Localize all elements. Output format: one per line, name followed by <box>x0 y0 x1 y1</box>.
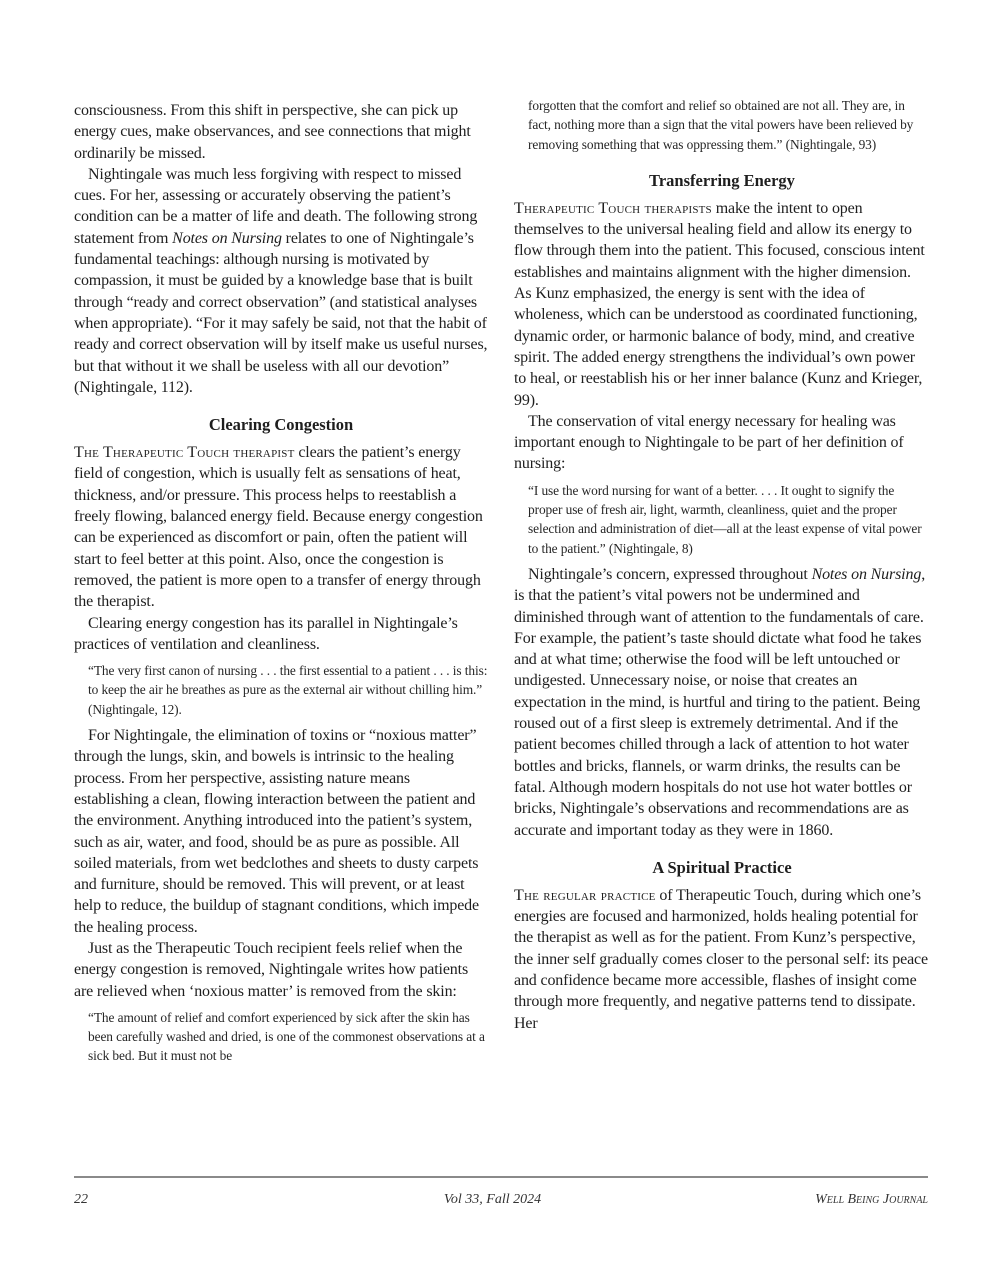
left-column <box>74 100 488 1072</box>
paragraph: For Nightingale, the elimination of toxins or “noxious matter” through the lungs, skin, and bowels is intrinsic to the healing process. From her perspective, assisting nature means establishing a clean, flowing interaction between the patient and the environment. Anything introduced into the patient’s system, such as air, water, and food, should be as pure as possible. All soiled materials, from wet bedclothes and sheets to dusty carpets and furniture, should be removed. This will prevent, or at least help to reduce, the buildup of stagnant conditions, which impede the healing process. <box>74 727 479 936</box>
text-run: Nightingale was much less forgiving with respect to missed cues. For her, assessing or accurately observing the patient’s condition can be a matter of life and death. The following strong statement from <box>74 165 478 247</box>
paragraph <box>514 885 930 1034</box>
section-heading: Clearing Congestion <box>208 415 354 435</box>
section-heading: A Spiritual Practice <box>652 857 792 877</box>
paragraph <box>74 442 488 612</box>
paragraph: The conservation of vital energy necessary for healing was important enough to Nightingale to be part of her definition of nursing: <box>514 412 904 473</box>
paragraph <box>514 198 930 411</box>
text-run: of Therapeutic Touch, during which one’s energies are focused and harmonized, holds healing potential for the therapist as well as for the patient. From Kunz’s perspective, the inner self gradually comes closer to the personal self: its peace and confidence became more accessible, flashes of insight come through more frequently, and negative patterns tend to dissipate. Her <box>514 886 928 1032</box>
lead-in-small-caps: Therapeutic Touch therapists <box>514 199 712 217</box>
paragraph <box>74 164 488 398</box>
book-title: Notes on Nursing <box>811 565 922 583</box>
journal-name: Well Being Journal <box>815 1192 928 1207</box>
block-quote: “The very first canon of nursing . . . the first essential to a patient . . . is this: to keep the air he breathes as pure as the external air without chilling him.” (Nightingale, 12). <box>88 663 488 717</box>
text-run: make the intent to open themselves to the universal healing field and allow its energy to flow through them into the patient. This focused, conscious intent establishes and maintains alignment with the higher dimension. As Kunz emphasized, the energy is sent with the idea of wholeness, which can be understood as coordinated functioning, dynamic order, or harmonic balance of body, mind, and creative spirit. The added energy strengthens the individual’s own power to heal, or reestablish his or her inner balance (Kunz and Krieger, 99). <box>514 199 925 409</box>
section-heading: Transferring Energy <box>649 170 795 190</box>
paragraph: consciousness. From this shift in perspective, she can pick up energy cues, make observances, and see connections that might ordinarily be missed. <box>74 102 471 162</box>
text-run: relates to one of Nightingale’s fundamental teachings: although nursing is motivated by compassion, it must be guided by a knowledge base that is built through “ready and correct observation” (and statistical analyses when appropriate). “For it may safely be said, not that the habit of ready and correct observation will by itself make us useful nurses, but that without it we shall be useless with all our devotion” (Nightingale, 112). <box>74 229 488 396</box>
paragraph <box>514 564 930 841</box>
paragraph: Clearing energy congestion has its parallel in Nightingale’s practices of ventilation and cleanliness. <box>74 614 458 653</box>
paragraph: Just as the Therapeutic Touch recipient feels relief when the energy congestion is removed, Nightingale writes how patients are relieved when ‘noxious matter’ is removed from the skin: <box>74 939 469 1000</box>
lead-in-small-caps: The regular practice <box>514 886 656 904</box>
block-quote-continued: forgotten that the comfort and relief so obtained are not all. They are, in fact, nothing more than a sign that the vital powers have been relieved by removing something that was oppressing them.” (Nightingale, 93) <box>528 98 914 152</box>
footer-rule <box>74 1176 928 1178</box>
block-quote: “The amount of relief and comfort experienced by sick after the skin has been carefully washed and dried, is one of the commonest observations at a sick bed. But it must not be <box>88 1009 485 1064</box>
lead-in-small-caps: The Therapeutic Touch therapist <box>74 444 295 462</box>
text-run: Nightingale’s concern, expressed throughout <box>528 565 812 583</box>
text-run: clears the patient’s energy field of congestion, which is usually felt as sensations of heat, thickness, and/or pressure. This process helps to reestablish a freely flowing, balanced energy field. Because energy congestion can be experienced as discomfort or pain, often the patient will start to feel better at this point. Also, once the congestion is removed, the patient is more open to a transfer of energy through the therapist. <box>74 444 483 611</box>
book-title: Notes on Nursing <box>172 229 282 247</box>
page-number: 22 <box>74 1192 88 1207</box>
text-run: , is that the patient’s vital powers not be undermined and diminished through want of attention to the fundamentals of care. For example, the patient’s taste should dictate what food he takes and at what time; otherwise the food will be left untouched or undigested. Unnecessary noise, or noise that creates an expectation in the mind, is hurtful and tiring to the patient. Being roused out of a first sleep is extremely detrimental. And if the patient becomes chilled through a lack of attention to hot water bottles and bricks, flannels, or warm drinks, the results can be fatal. Although modern hospitals do not use hot water bottles or bricks, Nightingale’s observations and recommendations are as accurate and important today as they were in 1860. <box>514 565 926 839</box>
block-quote: “I use the word nursing for want of a better. . . . It ought to signify the proper use of fresh air, light, warmth, cleanliness, quiet and the proper selection and administration of diet—all at the least expense of vital power to the patient.” (Nightingale, 8) <box>528 482 922 556</box>
issue-label: Vol 33, Fall 2024 <box>443 1192 542 1207</box>
right-column <box>514 96 930 1034</box>
